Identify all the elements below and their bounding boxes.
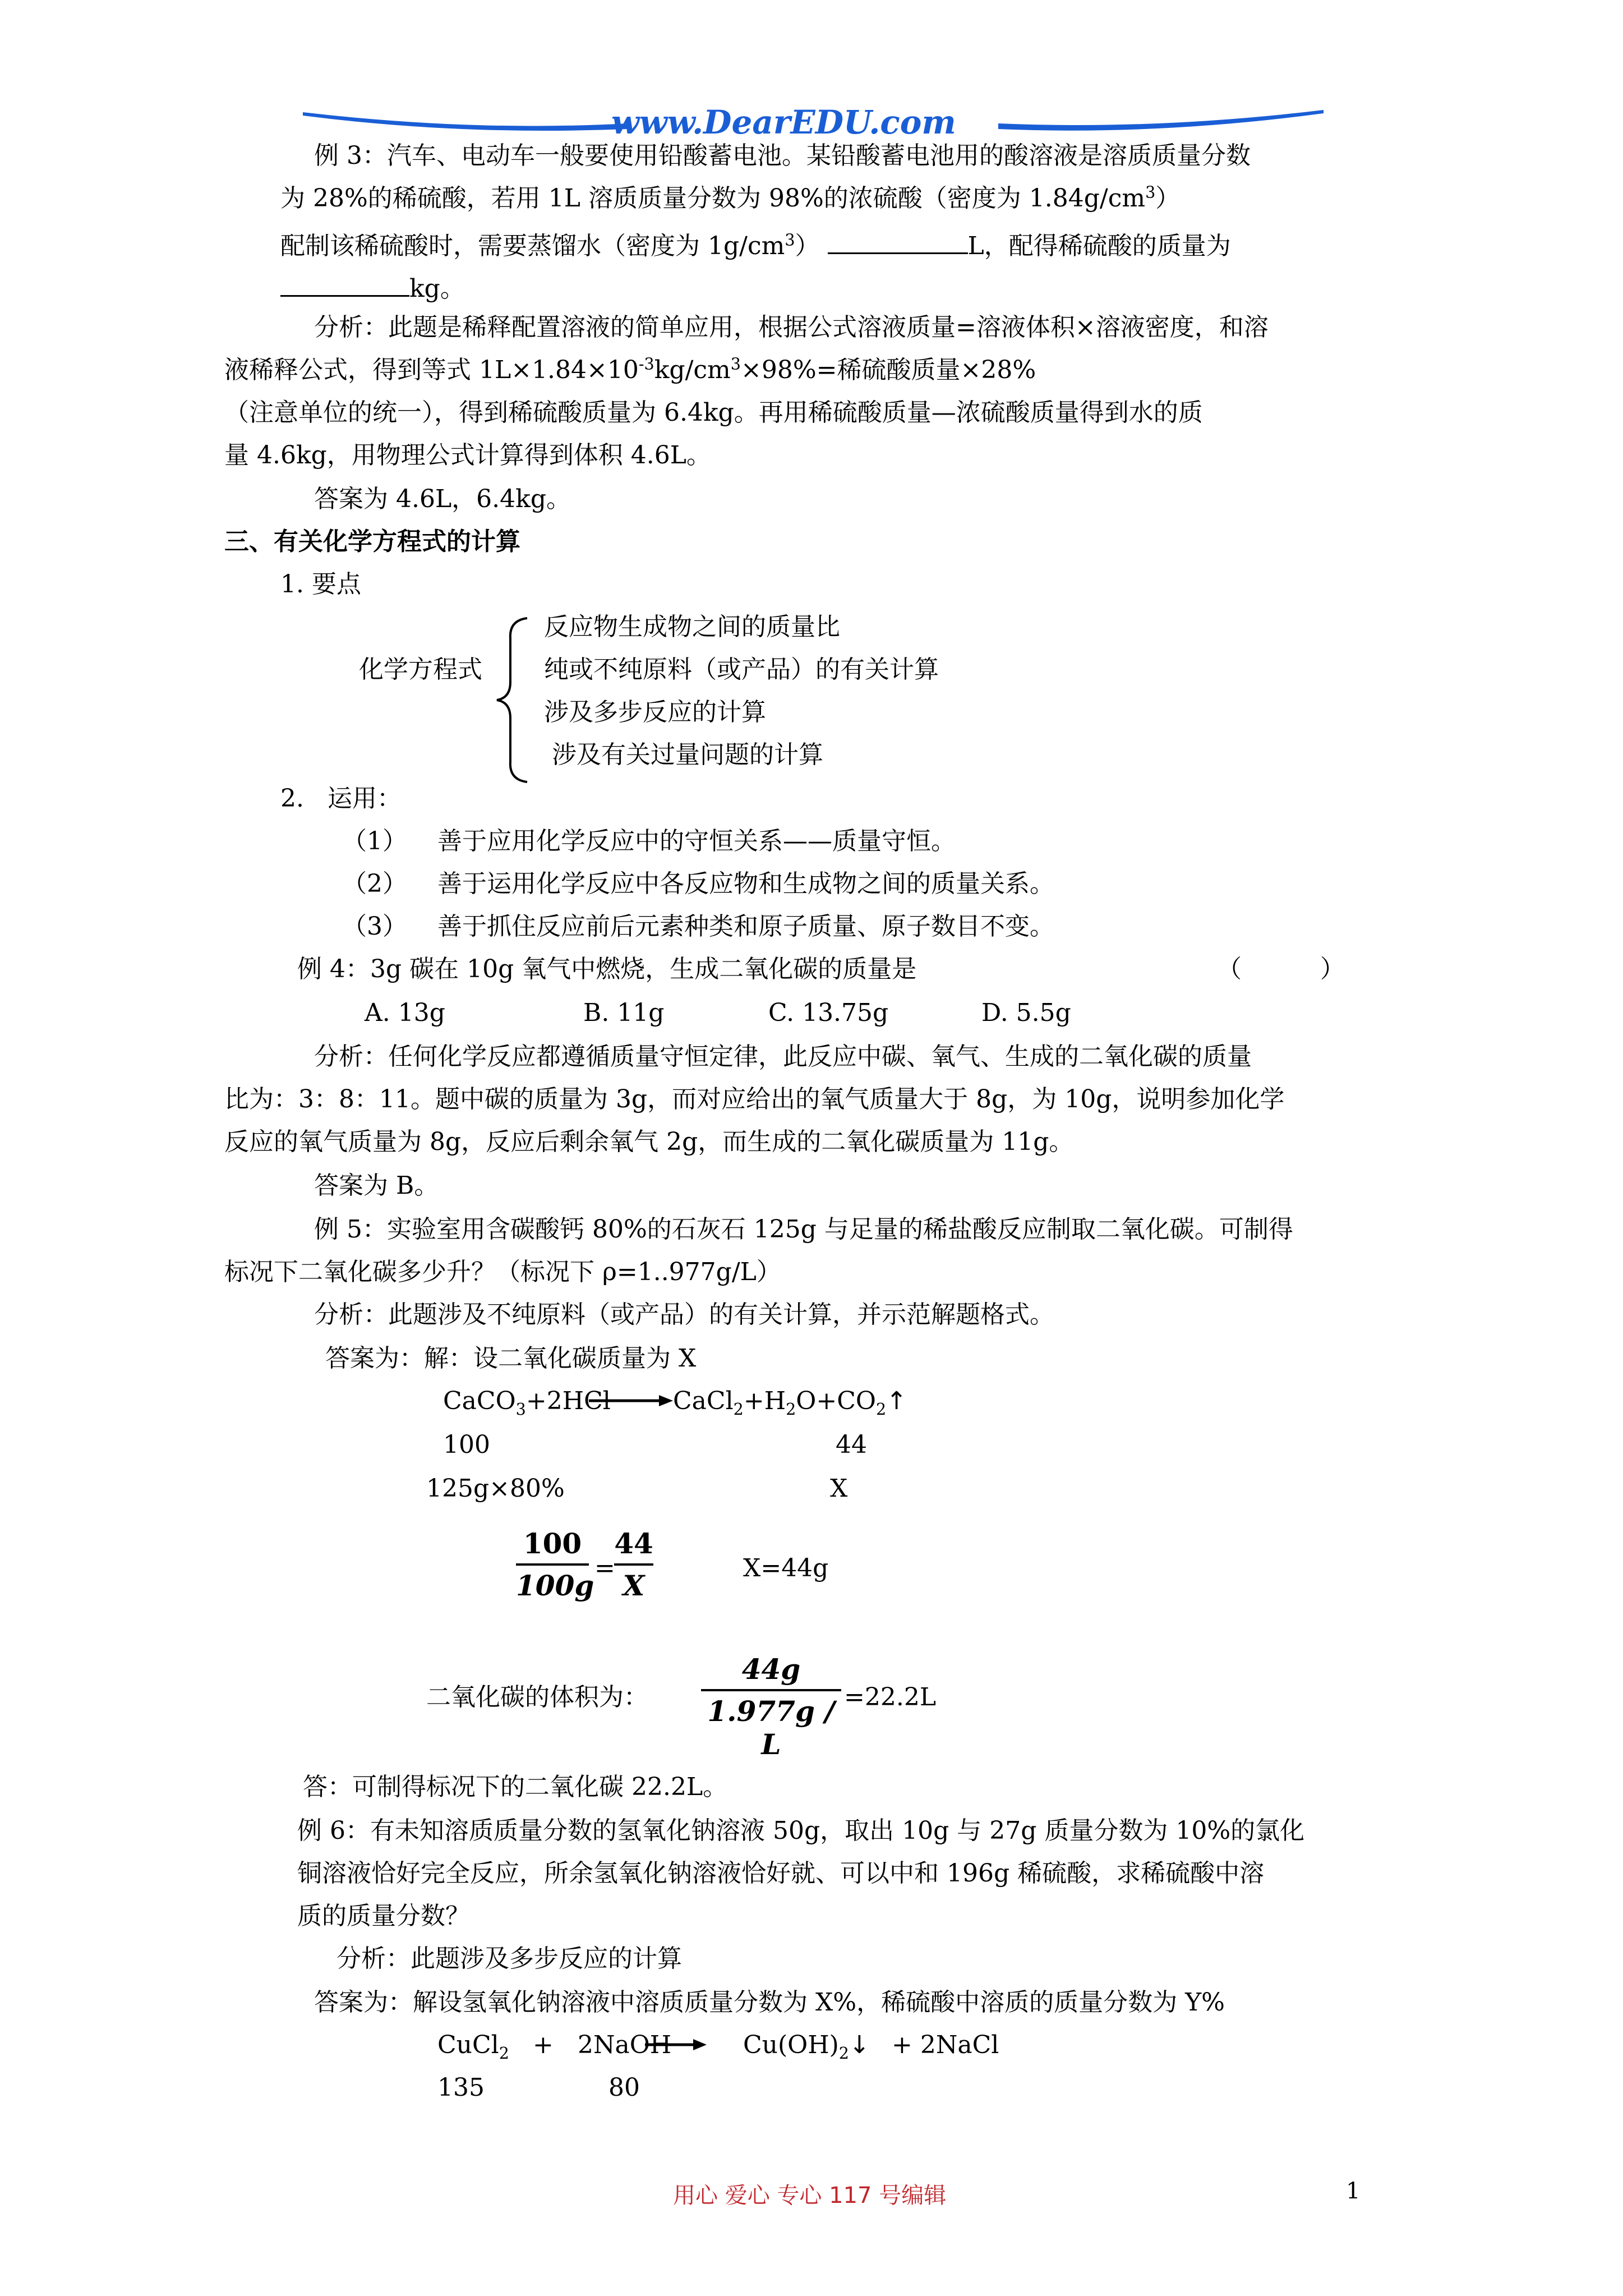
- section3-title: 三、有关化学方程式的计算: [224, 527, 520, 556]
- header-logo: [303, 101, 1324, 140]
- ex6-question-3: 质的质量分数？: [297, 1902, 470, 1930]
- section3-point2: 2. 运用：: [280, 784, 402, 813]
- ex6-question-1: 例 6：有未知溶质质量分数的氢氧化钠溶液 50g，取出 10g 与 27g 质量分数为 10%的氯化: [297, 1816, 1305, 1845]
- fraction-equals: =: [594, 1554, 615, 1582]
- brace-item-3: 涉及多步反应的计算: [544, 698, 766, 726]
- ex6-answer-intro: 答案为：解设氢氧化钠溶液中溶质质量分数为 X%，稀硫酸中溶质的质量分数为 Y%: [314, 1988, 1225, 2017]
- ex6-question-2: 铜溶液恰好完全反应，所余氢氧化钠溶液恰好就、可以中和 196g 稀硫酸，求稀硫酸中溶: [297, 1859, 1265, 1888]
- ex5-analysis: 分析：此题涉及不纯原料（或产品）的有关计算，并示范解题格式。: [314, 1300, 1054, 1329]
- ex4-question: 例 4：3g 碳在 10g 氧气中燃烧，生成二氧化碳的质量是: [297, 955, 917, 983]
- ex5-volume-result: =22.2L: [844, 1683, 937, 1711]
- ex6-eq-nacl: + 2NaCl: [892, 2031, 999, 2059]
- ex5-volume-label: 二氧化碳的体积为：: [426, 1683, 648, 1711]
- ex4-option-b[interactable]: B. 11g: [583, 999, 665, 1027]
- brace-item-2: 纯或不纯原料（或产品）的有关计算: [544, 655, 939, 684]
- reaction-arrow-icon: [589, 1392, 673, 1409]
- section3-point1: 1. 要点: [280, 570, 361, 599]
- logo-text: www.DearEDU.com: [611, 103, 956, 141]
- brace-item-1: 反应物生成物之间的质量比: [544, 613, 840, 641]
- fraction-44-over-x: 44 X: [614, 1527, 653, 1602]
- reaction-arrow-icon: [645, 2036, 707, 2053]
- use-2-num: （2）: [342, 869, 407, 898]
- fraction-100-over-100g: 100 100g: [516, 1527, 594, 1602]
- ex4-analysis-2: 比为：3：8：11。题中碳的质量为 3g，而对应给出的氧气质量大于 8g，为 10g，说明参加化学: [224, 1085, 1285, 1114]
- ex3-analysis-4: 量 4.6kg，用物理公式计算得到体积 4.6L。: [224, 441, 711, 470]
- ex5-equation-right: $CaCl_2+H_2O+CO_2↑$: [673, 1387, 907, 1419]
- brace-label: 化学方程式: [359, 655, 482, 684]
- use-1-num: （1）: [342, 827, 407, 855]
- ex4-analysis-3: 反应的氧气质量为 8g，反应后剩余氧气 2g，而生成的二氧化碳质量为 11g。: [224, 1128, 1074, 1156]
- ex3-line3: 配制该稀硫酸时，需要蒸馏水（密度为 $1g/cm^3$） L，配得稀硫酸的质量为: [280, 229, 1231, 259]
- ex6-mass-80: 80: [608, 2073, 640, 2102]
- ex5-equation-left: CaCO$_3$+2HCl: [443, 1387, 611, 1419]
- ex5-mass-x: X: [830, 1474, 848, 1503]
- ex5-x-result: X=44g: [743, 1554, 829, 1582]
- brace-item-4: 涉及有关过量问题的计算: [544, 740, 823, 769]
- ex3-line4: kg。: [280, 272, 465, 301]
- answer-blank-mass[interactable]: [280, 272, 409, 297]
- fraction-volume: 44g 1.977g / L: [701, 1653, 841, 1761]
- ex5-mass-44: 44: [836, 1430, 867, 1459]
- use-2-text: 善于运用化学反应中各反应物和生成物之间的质量关系。: [437, 869, 1054, 898]
- ex6-eq-plus: +: [533, 2031, 554, 2059]
- ex6-eq-cucl2: CuCl$_2$: [437, 2031, 509, 2063]
- ex4-analysis-1: 分析：任何化学反应都遵循质量守恒定律，此反应中碳、氧气、生成的二氧化碳的质量: [314, 1042, 1252, 1071]
- ex5-answer-intro: 答案为：解：设二氧化碳质量为 X: [325, 1344, 697, 1373]
- ex4-option-c[interactable]: C. 13.75g: [768, 999, 889, 1027]
- ex4-option-d[interactable]: D. 5.5g: [981, 999, 1071, 1027]
- ex3-line2: 为 28%的稀硫酸，若用 1L 溶质质量分数为 98%的浓硫酸（密度为 $1.84g/cm^3$）: [280, 182, 1181, 213]
- ex4-answer: 答案为 B。: [314, 1171, 439, 1200]
- use-3-num: （3）: [342, 912, 407, 941]
- ex5-mass-100: 100: [443, 1430, 490, 1459]
- page-number: 1: [1346, 2178, 1361, 2204]
- use-3-text: 善于抓住反应前后元素种类和原子质量、原子数目不变。: [437, 912, 1054, 941]
- ex3-line1: 例 3：汽车、电动车一般要使用铅酸蓄电池。某铅酸蓄电池用的酸溶液是溶质质量分数: [314, 141, 1251, 170]
- ex6-mass-135: 135: [437, 2073, 485, 2102]
- ex3-analysis-2: 液稀释公式，得到等式 $1L\times 1.84\times 10^{-3}kg/cm^3\times 98\%=$稀硫酸质量×28%: [224, 354, 1036, 384]
- ex5-mass-125g: 125g×80%: [426, 1474, 565, 1503]
- gas-up-arrow-icon: ↑: [886, 1387, 907, 1415]
- ex6-eq-cuoh2: $Cu(OH)_2↓$: [743, 2031, 870, 2063]
- left-brace-icon: [494, 616, 533, 784]
- ex6-analysis: 分析：此题涉及多步反应的计算: [336, 1944, 682, 1973]
- ex3-analysis-3: （注意单位的统一），得到稀硫酸质量为 6.4kg。再用稀硫酸质量—浓硫酸质量得到水的质: [224, 398, 1203, 427]
- footer-slogan: 用心 爱心 专心 117 号编辑: [673, 2183, 947, 2208]
- ex6-eq-naoh: 2NaOH: [578, 2031, 672, 2059]
- precipitate-down-arrow-icon: ↓: [849, 2031, 870, 2059]
- ex3-answer: 答案为 4.6L，6.4kg。: [314, 485, 571, 513]
- ex3-analysis-1: 分析：此题是稀释配置溶液的简单应用，根据公式溶液质量=溶液体积×溶液密度，和溶: [314, 313, 1269, 342]
- answer-blank-water[interactable]: [828, 229, 968, 254]
- ex4-option-a[interactable]: A. 13g: [365, 999, 445, 1027]
- ex4-answer-paren[interactable]: （ ）: [1217, 955, 1345, 983]
- ex5-question-2: 标况下二氧化碳多少升？（标况下 ρ=1..977g/L）: [224, 1258, 781, 1286]
- use-1-text: 善于应用化学反应中的守恒关系——质量守恒。: [437, 827, 956, 855]
- ex5-final-answer: 答：可制得标况下的二氧化碳 22.2L。: [303, 1773, 728, 1801]
- ex5-question-1: 例 5：实验室用含碳酸钙 80%的石灰石 125g 与足量的稀盐酸反应制取二氧化碳。可制得: [314, 1215, 1293, 1244]
